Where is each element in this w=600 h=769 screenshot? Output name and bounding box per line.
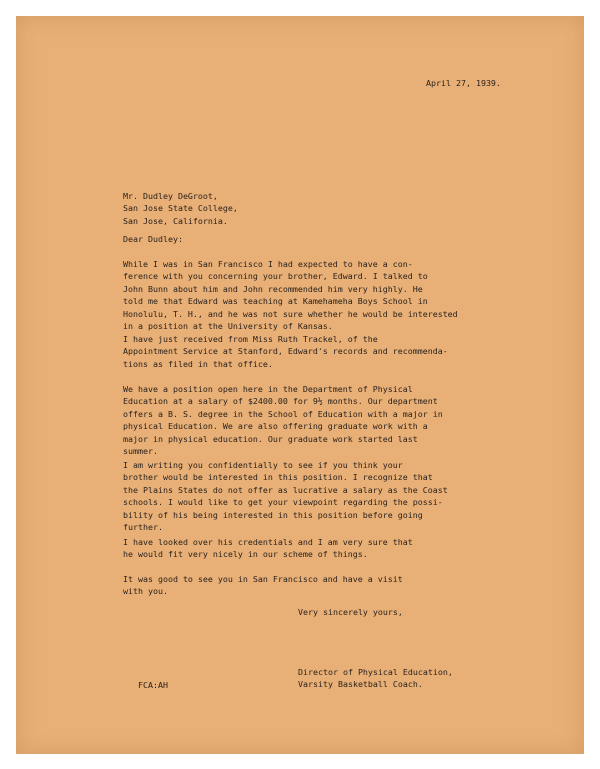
body-line: Appointment Service at Stanford, Edward's records and recommenda-	[123, 346, 448, 357]
recipient-line: San Jose, California.	[123, 215, 228, 226]
body-line: major in physical education. Our graduate work started last	[123, 433, 418, 444]
body-paragraph	[123, 573, 403, 598]
body-line: I am writing you confidentially to see if you think your	[123, 460, 403, 470]
typist-initials: FCA:AH	[138, 680, 168, 690]
body-paragraph	[123, 459, 448, 533]
body-line: he would fit very nicely in our scheme of things.	[123, 549, 368, 560]
body-line: brother would be interested in this position. I recognize that	[123, 472, 433, 483]
body-line: told me that Edward was teaching at Kamehameha Boys School in	[123, 296, 428, 307]
body-line: physical Education. We are also offering graduate work with a	[123, 421, 428, 432]
body-paragraph	[123, 258, 458, 332]
letter-date: April 27, 1939.	[426, 78, 501, 88]
body-line: We have a position open here in the Department of Physical	[123, 384, 413, 394]
body-line: offers a B. S. degree in the School of Education with a major in	[123, 408, 443, 419]
signature-line: Varsity Basketball Coach.	[298, 679, 423, 690]
body-line: with you.	[123, 586, 168, 597]
signature-line: Director of Physical Education,	[298, 667, 453, 677]
recipient-line: San Jose State College,	[123, 203, 238, 214]
body-line: bility of his being interested in this position before going	[123, 509, 423, 520]
body-line: John Bunn about him and John recommended him very highly. He	[123, 283, 423, 294]
recipient-address	[123, 190, 238, 227]
body-line: the Plains States do not offer as lucrative a salary as the Coast	[123, 484, 448, 495]
body-paragraph	[123, 536, 413, 561]
body-line: ference with you concerning your brother, Edward. I talked to	[123, 271, 428, 282]
letter-page	[16, 16, 584, 754]
body-line: I have looked over his credentials and I am very sure that	[123, 537, 413, 547]
body-paragraph	[123, 333, 448, 370]
body-line: While I was in San Francisco I had expected to have a con-	[123, 259, 413, 269]
body-line: summer.	[123, 446, 158, 457]
salutation: Dear Dudley:	[123, 234, 183, 244]
body-paragraph	[123, 383, 443, 457]
complimentary-closing: Very sincerely yours,	[298, 607, 403, 617]
body-line: further.	[123, 522, 163, 533]
body-line: in a position at the University of Kansas.	[123, 321, 333, 332]
body-line: Education at a salary of $2400.00 for 9½ months. Our department	[123, 396, 438, 407]
body-line: tions as filed in that office.	[123, 358, 273, 369]
body-line: I have just received from Miss Ruth Trackel, of the	[123, 334, 378, 344]
recipient-line: Mr. Dudley DeGroot,	[123, 191, 218, 201]
signature-block	[298, 666, 453, 691]
body-line: schools. I would like to get your viewpoint regarding the possi-	[123, 497, 443, 508]
body-line: It was good to see you in San Francisco and have a visit	[123, 574, 403, 584]
body-line: Honolulu, T. H., and he was not sure whether he would be interested	[123, 308, 458, 319]
